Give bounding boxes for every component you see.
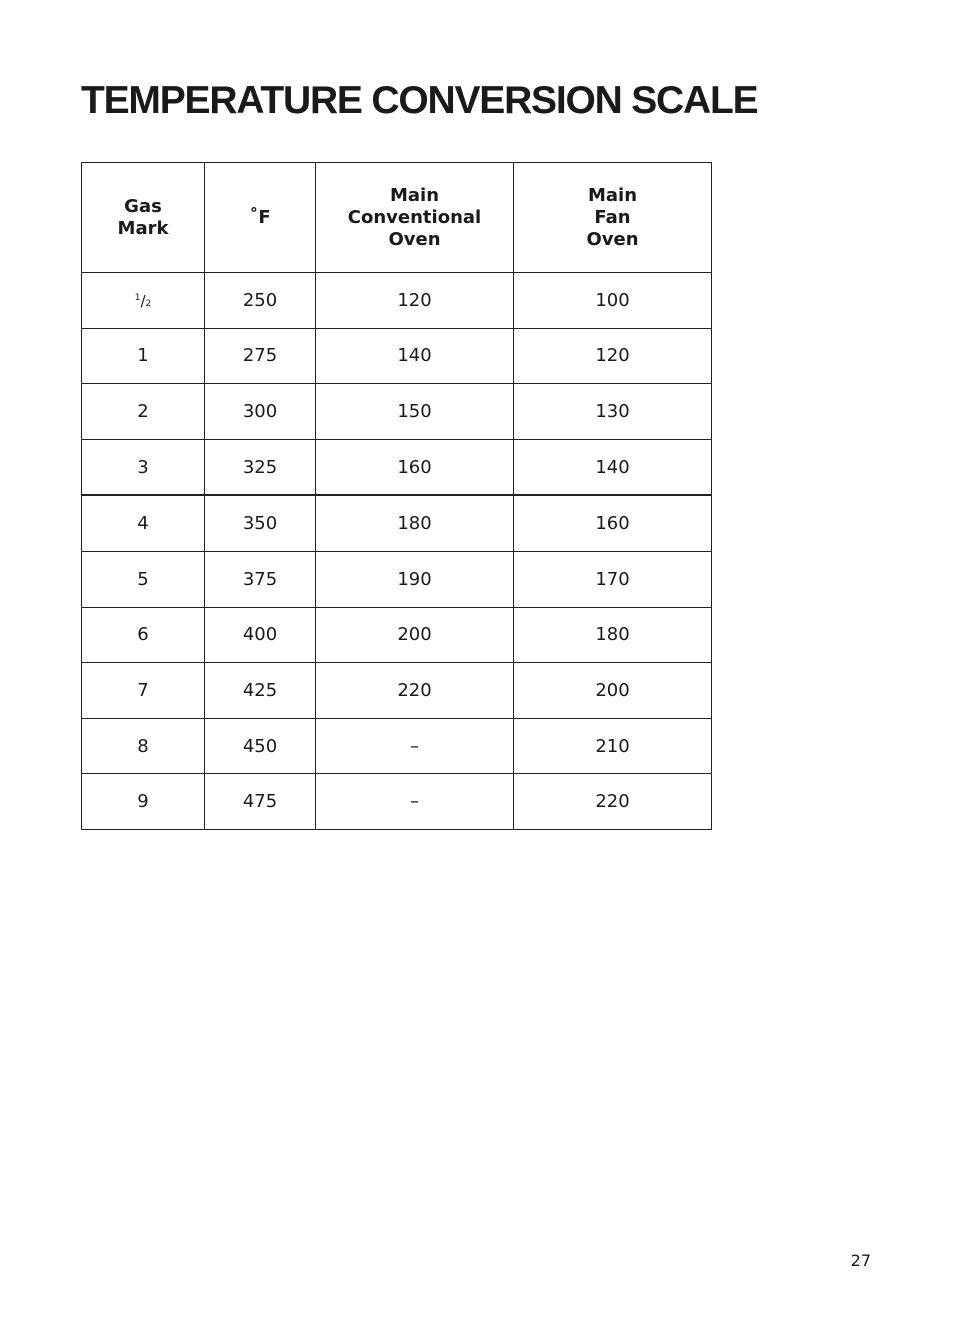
fahrenheit-cell: 400 [205, 607, 316, 663]
fahrenheit-cell: 325 [205, 439, 316, 495]
conventional-oven-cell: 160 [316, 439, 514, 495]
gas-mark-cell: 9 [82, 774, 205, 830]
table-header-row [82, 163, 712, 273]
fan-oven-cell: 140 [514, 439, 712, 495]
fahrenheit-cell: 450 [205, 718, 316, 774]
gas-mark-cell: 8 [82, 718, 205, 774]
gas-mark-cell: 3 [82, 439, 205, 495]
fahrenheit-cell: 475 [205, 774, 316, 830]
conventional-oven-cell: 180 [316, 495, 514, 551]
conventional-oven-cell: 140 [316, 328, 514, 384]
conventional-oven-cell: 150 [316, 384, 514, 440]
gas-mark-cell: 6 [82, 607, 205, 663]
conventional-oven-cell: 200 [316, 607, 514, 663]
fahrenheit-cell: 425 [205, 663, 316, 719]
table-row [82, 774, 712, 830]
gas-mark-cell: 2 [82, 384, 205, 440]
table-row [82, 663, 712, 719]
fahrenheit-cell: 350 [205, 495, 316, 551]
fan-oven-cell: 220 [514, 774, 712, 830]
fan-oven-cell: 210 [514, 718, 712, 774]
gas-mark-cell: 7 [82, 663, 205, 719]
conventional-oven-cell: 220 [316, 663, 514, 719]
fahrenheit-cell: 275 [205, 328, 316, 384]
temperature-conversion-table [81, 162, 712, 830]
gas-mark-cell [82, 273, 205, 329]
table-row [82, 607, 712, 663]
fahrenheit-cell: 375 [205, 551, 316, 607]
fahrenheit-cell: 250 [205, 273, 316, 329]
table-row [82, 718, 712, 774]
half-fraction: $^1$/2 [134, 291, 152, 310]
fan-oven-cell: 100 [514, 273, 712, 329]
header-main-conventional-oven: Main Conventional Oven [316, 163, 514, 273]
page-title: TEMPERATURE CONVERSION SCALE [81, 79, 758, 122]
table-row [82, 495, 712, 551]
conventional-oven-cell: – [316, 774, 514, 830]
fan-oven-cell: 180 [514, 607, 712, 663]
fan-oven-cell: 170 [514, 551, 712, 607]
header-gas-mark: Gas Mark [82, 163, 205, 273]
conventional-oven-cell: 120 [316, 273, 514, 329]
table-row [82, 328, 712, 384]
gas-mark-cell: 4 [82, 495, 205, 551]
header-fahrenheit: ˚F [205, 163, 316, 273]
conventional-oven-cell: 190 [316, 551, 514, 607]
table-row [82, 384, 712, 440]
table-row [82, 439, 712, 495]
fan-oven-cell: 130 [514, 384, 712, 440]
header-main-fan-oven: Main Fan Oven [514, 163, 712, 273]
fan-oven-cell: 200 [514, 663, 712, 719]
fan-oven-cell: 120 [514, 328, 712, 384]
table-row [82, 551, 712, 607]
table-row [82, 273, 712, 329]
fan-oven-cell: 160 [514, 495, 712, 551]
page-number: 27 [850, 1251, 871, 1270]
gas-mark-cell: 1 [82, 328, 205, 384]
gas-mark-cell: 5 [82, 551, 205, 607]
fahrenheit-cell: 300 [205, 384, 316, 440]
conventional-oven-cell: – [316, 718, 514, 774]
